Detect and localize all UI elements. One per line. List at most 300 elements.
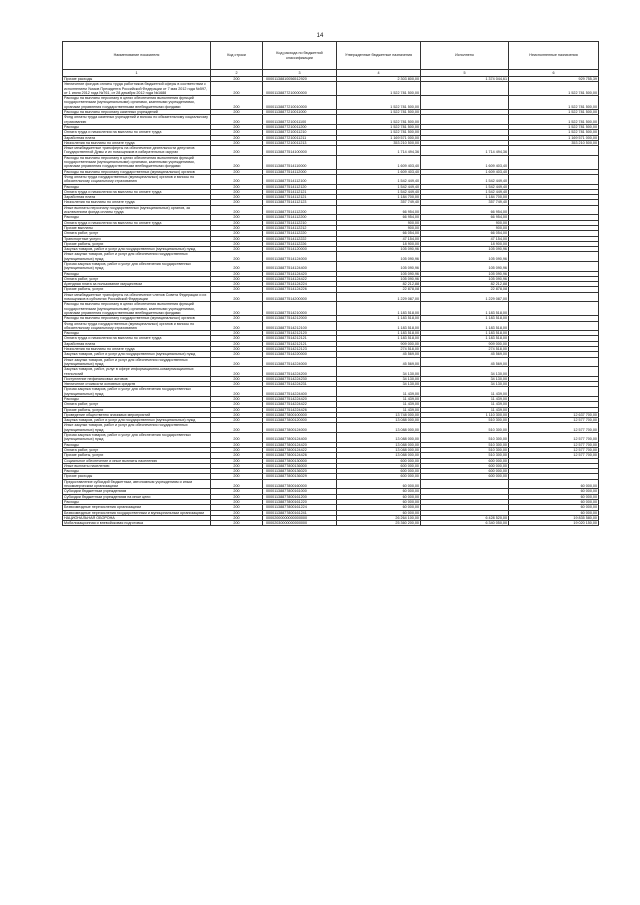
table-row [63, 479, 599, 489]
row-name: Субсидии бюджетным учреждениям на иные цели [63, 494, 211, 499]
row-name: Безвозмездные перечисления государственным и муниципальным организациям [63, 510, 211, 515]
row-classification-code: 00001138877210000000 [263, 82, 337, 96]
row-approved-amount: 18 900,00 [337, 241, 421, 246]
row-executed-amount: 66 954,00 [421, 205, 509, 215]
row-approved-amount: 13 748 000,00 [337, 412, 421, 417]
row-name: Фонд оплаты труда государственных (муниципальных) органов и взносы по обязательному социальному страхованию [63, 174, 211, 184]
column-number: 4 [337, 70, 421, 77]
row-approved-amount: 60 000,00 [337, 479, 421, 489]
row-name: Увеличение фондов оплаты труда работников бюджетной сферы в соответствии с исполнением Указов Президента Российской Федерации от 7 мая 2012 года №597, от 1 июня 2012 года №761, от 28 декабря 2012 года №1688 [63, 82, 211, 96]
row-name: Прочие работы, услуги [63, 407, 211, 412]
table-row [63, 433, 599, 443]
row-line-code: 200 [211, 458, 263, 463]
row-executed-amount: 1 183 518,00 [421, 331, 509, 336]
row-executed-amount [421, 479, 509, 489]
row-approved-amount: 13 088 000,00 [337, 442, 421, 447]
row-executed-amount: 510 300,00 [421, 433, 509, 443]
row-approved-amount: 45 569,00 [337, 357, 421, 367]
row-name: Расходы [63, 469, 211, 474]
row-remaining-amount [509, 321, 599, 331]
row-name: Заработная плата [63, 195, 211, 200]
row-classification-code: 00001138877800161200 [263, 494, 337, 499]
table-row [63, 205, 599, 215]
row-remaining-amount: 12 577 700,00 [509, 423, 599, 433]
row-executed-amount: 66 054,00 [421, 231, 509, 236]
row-name: Фонд оплаты труда казенных учреждений и взносы по обязательному социальному страхованию [63, 115, 211, 125]
column-number-row [63, 70, 599, 77]
row-executed-amount: 1 374 044,61 [421, 77, 509, 82]
row-name: Начисления на выплаты по оплате труда [63, 347, 211, 352]
row-approved-amount: 105 090,96 [337, 261, 421, 271]
row-remaining-amount [509, 146, 599, 156]
row-executed-amount: 1 714 494,36 [421, 146, 509, 156]
row-classification-code: 00002000000000000000 [263, 515, 337, 520]
row-line-code: 200 [211, 453, 263, 458]
row-line-code: 200 [211, 220, 263, 225]
row-classification-code: 00001138877514212121 [263, 341, 337, 346]
row-approved-amount: 1 542 449,40 [337, 189, 421, 194]
budget-execution-table [62, 41, 599, 526]
row-line-code: 200 [211, 195, 263, 200]
row-line-code: 200 [211, 463, 263, 468]
row-approved-amount: 1 522 781 500,00 [337, 124, 421, 129]
row-name: Закупка товаров, работ, услуг в сфере информационно-коммуникационных технологий [63, 367, 211, 377]
row-executed-amount: 900,00 [421, 225, 509, 230]
row-name: Проведение общественно значимых мероприятий [63, 412, 211, 417]
row-approved-amount: 34 130,00 [337, 376, 421, 381]
row-remaining-amount: 1 522 781 500,00 [509, 124, 599, 129]
row-line-code: 200 [211, 146, 263, 156]
row-executed-amount: 11 439,00 [421, 407, 509, 412]
row-executed-amount: 909 000,00 [421, 341, 509, 346]
row-line-code: 200 [211, 423, 263, 433]
row-classification-code: 00001138877514224200 [263, 367, 337, 377]
row-line-code: 200 [211, 225, 263, 230]
table-row [63, 357, 599, 367]
row-remaining-amount: 1 169 571 000,00 [509, 135, 599, 140]
row-name: Прочие выплаты [63, 225, 211, 230]
row-executed-amount: 105 090,96 [421, 247, 509, 252]
row-line-code: 200 [211, 261, 263, 271]
row-executed-amount: 357 749,40 [421, 200, 509, 205]
row-remaining-amount: 1 522 781 500,00 [509, 130, 599, 135]
row-classification-code: 00001138877514112200 [263, 205, 337, 215]
row-approved-amount: 600 000,00 [337, 458, 421, 463]
row-remaining-amount: 1 522 781 500,00 [509, 96, 599, 110]
row-line-code: 200 [211, 205, 263, 215]
row-approved-amount: 1 183 518,00 [337, 316, 421, 321]
row-name: Иные межбюджетные трансферты на обеспечение деятельности депутатов Государственной Думы и их помощников в избирательных округах [63, 146, 211, 156]
row-executed-amount: 34 130,00 [421, 367, 509, 377]
row-approved-amount: 1 522 781 500,00 [337, 130, 421, 135]
row-line-code: 200 [211, 447, 263, 452]
row-executed-amount: 6 340 050,00 [421, 521, 509, 526]
row-classification-code: 00001138877800124400 [263, 433, 337, 443]
row-approved-amount: 60 000,00 [337, 494, 421, 499]
row-approved-amount: 274 518,00 [337, 347, 421, 352]
row-name: Мобилизационная и вневойсковая подготовка [63, 521, 211, 526]
row-approved-amount: 2 303 800,00 [337, 77, 421, 82]
row-name: Расходы на выплаты персоналу казенных учреждений [63, 110, 211, 115]
row-executed-amount: 66 954,00 [421, 215, 509, 220]
row-executed-amount: 6 428 520,00 [421, 515, 509, 520]
table-row [63, 155, 599, 169]
table-row [63, 82, 599, 96]
row-line-code: 200 [211, 276, 263, 281]
row-name: Оплата работ, услуг [63, 447, 211, 452]
row-line-code: 200 [211, 418, 263, 423]
row-approved-amount: 11 439,00 [337, 402, 421, 407]
row-classification-code: 00002030000000000000 [263, 521, 337, 526]
row-line-code: 200 [211, 376, 263, 381]
row-line-code: 200 [211, 407, 263, 412]
table-row [63, 423, 599, 433]
row-classification-code: 00001138877210010000 [263, 96, 337, 110]
row-approved-amount: 11 439,00 [337, 397, 421, 402]
row-approved-amount: 1 184 700,00 [337, 195, 421, 200]
row-classification-code: 00001138877514224400 [263, 387, 337, 397]
row-executed-amount: 11 439,00 [421, 387, 509, 397]
row-approved-amount: 26 264 100,00 [337, 515, 421, 520]
row-approved-amount: 353 210 500,00 [337, 140, 421, 145]
row-executed-amount: 105 090,96 [421, 261, 509, 271]
row-line-code: 200 [211, 135, 263, 140]
row-approved-amount: 13 088 000,00 [337, 453, 421, 458]
row-name: Прочие работы, услуги [63, 287, 211, 292]
row-executed-amount: 510 300,00 [421, 423, 509, 433]
row-approved-amount: 105 090,96 [337, 271, 421, 276]
row-classification-code: 00001138877514100000 [263, 146, 337, 156]
row-line-code: 200 [211, 282, 263, 287]
row-classification-code: 00001138877210011210 [263, 130, 337, 135]
row-classification-code: 00001138877800120000 [263, 418, 337, 423]
row-approved-amount: 13 088 000,00 [337, 447, 421, 452]
row-executed-amount: 510 300,00 [421, 418, 509, 423]
row-name: Иные межбюджетные трансферты на обеспечение членов Совета Федерации и их помощников в субъектах Российской Федерации [63, 292, 211, 302]
row-executed-amount: 34 130,00 [421, 382, 509, 387]
row-executed-amount: 105 090,96 [421, 252, 509, 262]
row-remaining-amount: 60 000,00 [509, 510, 599, 515]
row-executed-amount: 1 609 403,40 [421, 169, 509, 174]
row-remaining-amount: 12 637 700,00 [509, 412, 599, 417]
row-classification-code: 00001138877514124000 [263, 252, 337, 262]
table-row [63, 146, 599, 156]
row-remaining-amount: 60 000,00 [509, 499, 599, 504]
row-classification-code: 00001138877514112210 [263, 220, 337, 225]
column-number: 2 [211, 70, 263, 77]
table-row [63, 96, 599, 110]
row-classification-code: 00001138877514224420 [263, 397, 337, 402]
row-remaining-amount: 1 522 781 500,00 [509, 82, 599, 96]
row-name: Расходы [63, 215, 211, 220]
row-executed-amount: 1 542 449,40 [421, 184, 509, 189]
table-row [63, 174, 599, 184]
row-classification-code: 00001138877514124420 [263, 271, 337, 276]
row-approved-amount: 22 878,08 [337, 287, 421, 292]
row-line-code: 200 [211, 347, 263, 352]
row-remaining-amount: 12 577 700,00 [509, 418, 599, 423]
row-classification-code: 00001138877800124422 [263, 447, 337, 452]
row-executed-amount: 600 000,00 [421, 458, 509, 463]
row-classification-code: 00001138877514224231 [263, 382, 337, 387]
row-line-code: 200 [211, 412, 263, 417]
row-line-code: 200 [211, 489, 263, 494]
row-classification-code: 00001138877800136020 [263, 469, 337, 474]
row-approved-amount: 1 522 781 500,00 [337, 110, 421, 115]
row-name: Оплата труда и начисления на выплаты по оплате труда [63, 220, 211, 225]
row-line-code: 200 [211, 494, 263, 499]
row-executed-amount: 1 110 300,00 [421, 412, 509, 417]
header-approved: Утвержденные бюджетные назначения [337, 42, 421, 70]
row-line-code: 200 [211, 96, 263, 110]
row-approved-amount: 82 212,88 [337, 282, 421, 287]
row-name: Фонд оплаты труда государственных (муниципальных) органов и взносы по обязательному социальному страхованию [63, 321, 211, 331]
row-approved-amount: 1 229 087,00 [337, 292, 421, 302]
row-executed-amount: 18 900,00 [421, 241, 509, 246]
row-approved-amount: 1 542 449,40 [337, 184, 421, 189]
row-line-code: 200 [211, 189, 263, 194]
row-approved-amount: 47 154,00 [337, 236, 421, 241]
row-line-code: 200 [211, 82, 263, 96]
row-classification-code: 00001138877514212100 [263, 321, 337, 331]
row-approved-amount: 60 000,00 [337, 505, 421, 510]
row-classification-code: 00001138877514224000 [263, 357, 337, 367]
row-name: Прочая закупка товаров, работ и услуг для обеспечения государственных (муниципальных) нужд [63, 261, 211, 271]
row-name: Арендная плата за пользование имуществом [63, 282, 211, 287]
row-approved-amount: 1 522 781 500,00 [337, 115, 421, 125]
row-line-code: 200 [211, 397, 263, 402]
row-remaining-amount: 19 835 580,00 [509, 515, 599, 520]
row-approved-amount: 357 749,40 [337, 200, 421, 205]
table-row [63, 261, 599, 271]
row-line-code: 200 [211, 387, 263, 397]
row-name: Расходы на выплаты персоналу в целях обеспечения выполнения функций государственными (муниципальными) органами, казенными учреждениями, органами управления государственными внебюджетными фондами [63, 96, 211, 110]
row-name: Иные выплаты персоналу государственных (муниципальных) органов, за исключением фонда оплаты труда [63, 205, 211, 215]
row-classification-code: 00001138877514112121 [263, 189, 337, 194]
row-approved-amount: 1 609 403,40 [337, 169, 421, 174]
row-approved-amount: 1 714 494,36 [337, 146, 421, 156]
row-line-code: 200 [211, 474, 263, 479]
row-line-code: 200 [211, 241, 263, 246]
header-executed: Исполнено [421, 42, 509, 70]
page-number: 14 [316, 33, 324, 39]
row-executed-amount: 11 439,00 [421, 402, 509, 407]
row-name: Закупка товаров, работ и услуг для государственных (муниципальных) нужд [63, 352, 211, 357]
row-name: Расходы на выплаты персоналу в целях обеспечения выполнения функций государственными (муниципальными) органами, казенными учреждениями, органами управления государственными внебюджетными фондами [63, 302, 211, 316]
row-approved-amount: 900,00 [337, 225, 421, 230]
row-line-code: 200 [211, 521, 263, 526]
row-classification-code: 00001138877514124422 [263, 276, 337, 281]
row-classification-code: 00001138877514112100 [263, 174, 337, 184]
row-classification-code: 00001138877514212120 [263, 331, 337, 336]
row-line-code: 200 [211, 247, 263, 252]
row-approved-amount: 13 088 000,00 [337, 433, 421, 443]
row-classification-code: 00001138877210011200 [263, 124, 337, 129]
row-name: Расходы [63, 271, 211, 276]
table-row [63, 521, 599, 526]
row-executed-amount [421, 96, 509, 110]
row-approved-amount: 66 954,00 [337, 215, 421, 220]
row-name: Безвозмездные перечисления организациям [63, 505, 211, 510]
row-line-code: 200 [211, 331, 263, 336]
row-classification-code: 00001138877514112200 [263, 215, 337, 220]
row-approved-amount: 1 522 781 500,00 [337, 96, 421, 110]
row-name: НАЦИОНАЛЬНАЯ ОБОРОНА [63, 515, 211, 520]
row-line-code: 200 [211, 140, 263, 145]
row-approved-amount: 13 088 000,00 [337, 418, 421, 423]
row-classification-code: 00001138877210011213 [263, 140, 337, 145]
row-approved-amount: 600 000,00 [337, 463, 421, 468]
row-classification-code: 00001138877800161000 [263, 489, 337, 494]
row-executed-amount: 1 184 700,00 [421, 195, 509, 200]
row-approved-amount: 900,00 [337, 220, 421, 225]
row-name: Расходы [63, 331, 211, 336]
row-executed-amount: 34 130,00 [421, 376, 509, 381]
row-classification-code: 00001138877800160000 [263, 479, 337, 489]
row-executed-amount: 1 542 449,40 [421, 189, 509, 194]
row-line-code: 200 [211, 287, 263, 292]
row-executed-amount: 1 183 518,00 [421, 321, 509, 331]
row-approved-amount: 1 183 518,00 [337, 321, 421, 331]
row-remaining-amount: 12 577 700,00 [509, 442, 599, 447]
row-name: Оплата работ, услуг [63, 231, 211, 236]
table-row [63, 252, 599, 262]
row-line-code: 200 [211, 321, 263, 331]
row-line-code: 200 [211, 341, 263, 346]
row-classification-code: 00001138877514112226 [263, 241, 337, 246]
row-name: Прочая закупка товаров, работ и услуг для обеспечения государственных (муниципальных) нужд [63, 433, 211, 443]
row-line-code: 200 [211, 367, 263, 377]
row-approved-amount: 1 609 403,40 [337, 155, 421, 169]
row-line-code: 200 [211, 510, 263, 515]
row-executed-amount: 900,00 [421, 220, 509, 225]
row-name: Расходы [63, 397, 211, 402]
row-approved-amount: 105 090,96 [337, 252, 421, 262]
row-line-code: 200 [211, 515, 263, 520]
row-classification-code: 00001138877514124226 [263, 287, 337, 292]
row-executed-amount: 1 229 087,00 [421, 292, 509, 302]
row-line-code: 200 [211, 115, 263, 125]
row-name: Расходы на выплаты персоналу в целях обеспечения выполнения функций государственными (муниципальными) органами, казенными учреждениями, органами управления государственными внебюджетными фондами [63, 155, 211, 169]
row-classification-code: 00001138877800161220 [263, 499, 337, 504]
row-classification-code: 00001138877800100000 [263, 412, 337, 417]
row-line-code: 200 [211, 130, 263, 135]
row-classification-code: 00001138877210011000 [263, 110, 337, 115]
row-name: Прочая закупка товаров, работ и услуг для обеспечения государственных (муниципальных) нужд [63, 387, 211, 397]
row-name: Расходы на выплаты персоналу государственных (муниципальных) органов [63, 169, 211, 174]
row-classification-code: 00001138877800161241 [263, 510, 337, 515]
row-classification-code: 00001138877514224422 [263, 402, 337, 407]
row-executed-amount: 47 154,00 [421, 236, 509, 241]
row-name: Предоставление субсидий бюджетным, автономным учреждениям и иным некоммерческим организациям [63, 479, 211, 489]
row-classification-code: 00001138877800124426 [263, 453, 337, 458]
row-name: Иные закупки товаров, работ и услуг для обеспечения государственных (муниципальных) нужд [63, 252, 211, 262]
row-remaining-amount [509, 252, 599, 262]
row-remaining-amount: 12 577 700,00 [509, 433, 599, 443]
row-name: Начисления на выплаты по оплате труда [63, 200, 211, 205]
row-line-code: 200 [211, 110, 263, 115]
row-remaining-amount [509, 367, 599, 377]
row-executed-amount: 1 183 518,00 [421, 336, 509, 341]
row-classification-code: 00001138877514212123 [263, 347, 337, 352]
row-approved-amount: 25 360 200,00 [337, 521, 421, 526]
row-classification-code: 00001138877514112123 [263, 200, 337, 205]
row-executed-amount: 105 090,96 [421, 276, 509, 281]
row-executed-amount: 45 569,00 [421, 352, 509, 357]
row-approved-amount: 105 090,96 [337, 247, 421, 252]
row-executed-amount: 1 542 449,40 [421, 174, 509, 184]
table-row [63, 367, 599, 377]
row-line-code: 200 [211, 433, 263, 443]
row-remaining-amount: 12 577 700,00 [509, 447, 599, 452]
row-name: Расходы [63, 184, 211, 189]
row-remaining-amount: 12 577 700,00 [509, 453, 599, 458]
row-classification-code: 00001138877514200000 [263, 292, 337, 302]
row-name: Заработная плата [63, 135, 211, 140]
row-executed-amount: 510 300,00 [421, 447, 509, 452]
row-name: Иные выплаты населению [63, 463, 211, 468]
row-line-code: 200 [211, 252, 263, 262]
row-classification-code: 00001138877514110000 [263, 155, 337, 169]
row-name: Субсидии бюджетным учреждениям [63, 489, 211, 494]
row-classification-code: 00001138877514124224 [263, 282, 337, 287]
row-line-code: 200 [211, 77, 263, 82]
row-executed-amount [421, 82, 509, 96]
row-classification-code: 00001138877514112121 [263, 195, 337, 200]
row-line-code: 200 [211, 469, 263, 474]
row-executed-amount: 1 183 518,00 [421, 316, 509, 321]
row-remaining-amount: 1 522 781 500,00 [509, 110, 599, 115]
row-approved-amount: 11 439,00 [337, 407, 421, 412]
column-number: 1 [63, 70, 211, 77]
row-classification-code: 00001138877800124000 [263, 423, 337, 433]
row-name: Расходы [63, 499, 211, 504]
table-row [63, 292, 599, 302]
row-classification-code: 00001138877514124400 [263, 261, 337, 271]
row-approved-amount: 66 954,00 [337, 205, 421, 215]
row-approved-amount: 600 000,00 [337, 469, 421, 474]
row-name: Закупка товаров, работ и услуг для государственных (муниципальных) нужд [63, 247, 211, 252]
row-approved-amount: 11 439,00 [337, 387, 421, 397]
row-approved-amount: 1 542 449,40 [337, 174, 421, 184]
row-line-code: 200 [211, 499, 263, 504]
row-name: Прочие работы, услуги [63, 453, 211, 458]
row-approved-amount: 105 090,96 [337, 276, 421, 281]
row-remaining-amount: 60 000,00 [509, 479, 599, 489]
row-classification-code: 00001138877514120000 [263, 247, 337, 252]
row-approved-amount: 909 000,00 [337, 341, 421, 346]
row-line-code: 200 [211, 271, 263, 276]
row-remaining-amount [509, 155, 599, 169]
row-classification-code: 00001138810056512920 [263, 77, 337, 82]
row-line-code: 200 [211, 231, 263, 236]
row-approved-amount: 60 000,00 [337, 510, 421, 515]
row-executed-amount: 1 609 403,40 [421, 155, 509, 169]
table-header-row [63, 42, 599, 70]
row-remaining-amount [509, 357, 599, 367]
column-number: 6 [509, 70, 599, 77]
table-row [63, 115, 599, 125]
row-classification-code: 00001138877210011100 [263, 115, 337, 125]
row-remaining-amount [509, 174, 599, 184]
row-remaining-amount: 1 522 781 500,00 [509, 115, 599, 125]
row-approved-amount: 34 130,00 [337, 382, 421, 387]
row-name: Оплата труда и начисления на выплаты по оплате труда [63, 130, 211, 135]
row-name: Иные закупки товаров, работ и услуг для обеспечения государственных (муниципальных) нужд [63, 423, 211, 433]
row-approved-amount: 60 000,00 [337, 499, 421, 504]
row-classification-code: 00001138877210011211 [263, 135, 337, 140]
header-remaining: Неисполненные назначения [509, 42, 599, 70]
